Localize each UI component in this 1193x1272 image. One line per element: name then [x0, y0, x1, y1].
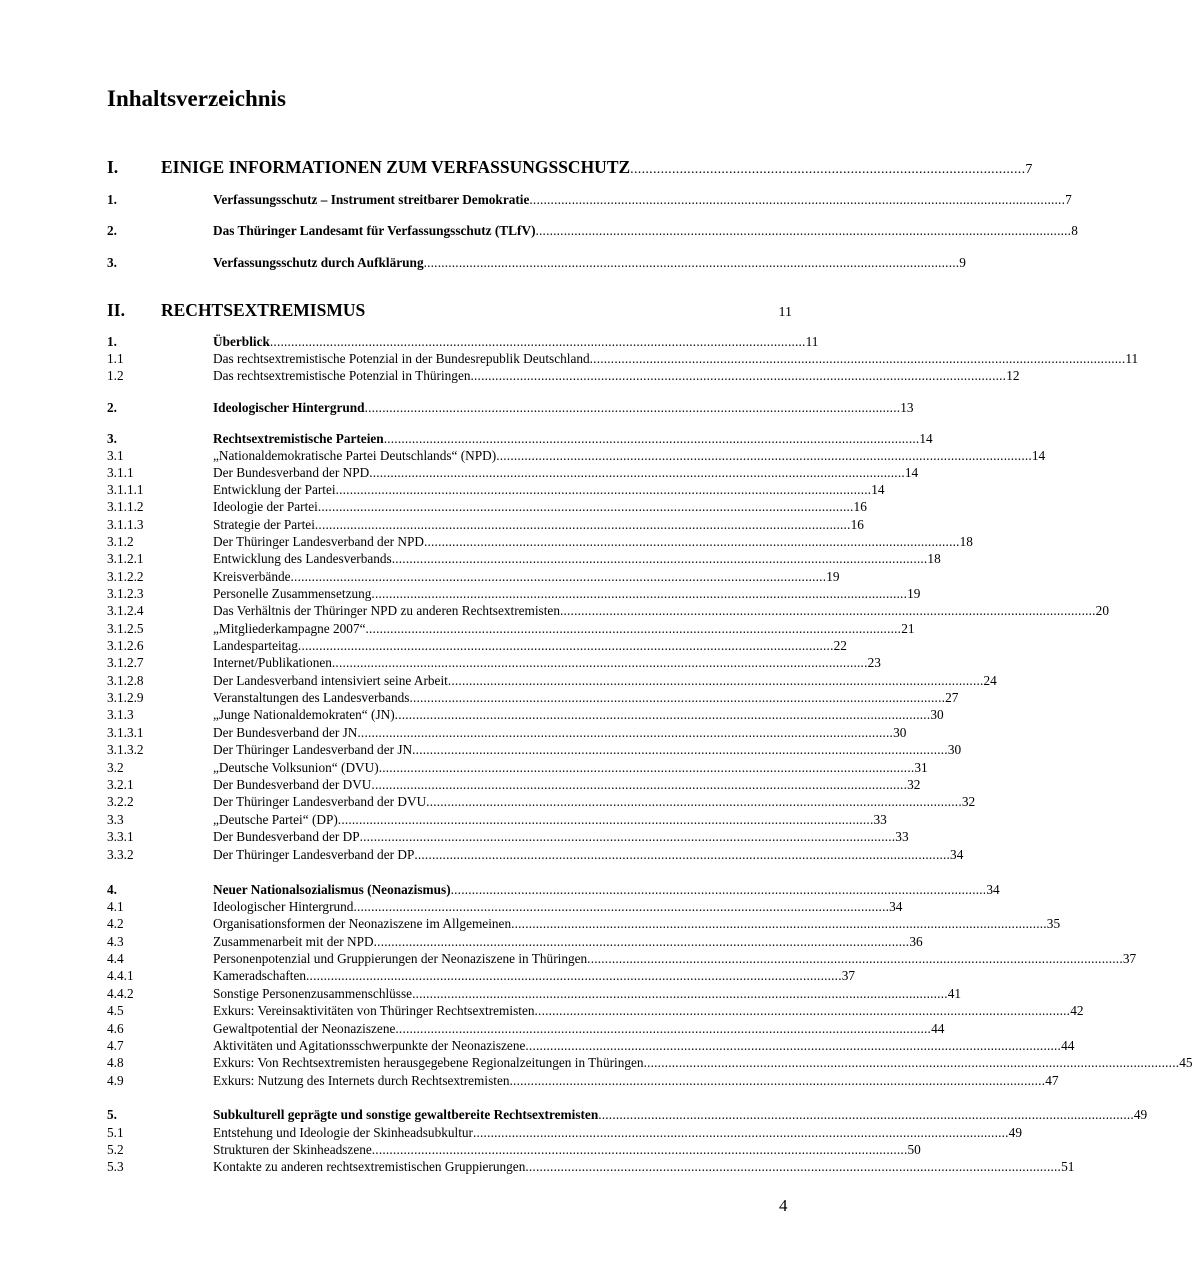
- toc-number: 4.7: [107, 1038, 124, 1053]
- toc-page: 34: [986, 882, 1000, 897]
- toc-entry[interactable]: [107, 350, 1139, 367]
- toc-title: Strategie der Partei: [213, 517, 315, 532]
- toc-title: Das rechtsextremistische Potenzial in der Bundesrepublik Deutschland: [213, 351, 590, 366]
- toc-leader: ........................................................................................................................................................: [450, 882, 987, 897]
- toc-title: Überblick: [213, 334, 270, 349]
- toc-title: „Deutsche Volksunion“ (DVU): [213, 760, 379, 775]
- toc-page: 27: [945, 690, 959, 705]
- toc-leader: ........................................................................................................................................................: [447, 673, 984, 688]
- toc-title: Exkurs: Nutzung des Internets durch Rechtsextremisten: [213, 1073, 510, 1088]
- toc-page: 21: [901, 621, 915, 636]
- toc-page: 19: [826, 569, 840, 584]
- toc-leader: ........................................................................................................................................................: [359, 829, 896, 844]
- toc-entry[interactable]: [107, 1002, 1084, 1019]
- toc-title: Personelle Zusammensetzung: [213, 586, 372, 601]
- toc-entry[interactable]: [107, 985, 962, 1002]
- toc-leader: ........................................................................................................................................................: [509, 1073, 1046, 1088]
- toc-entry[interactable]: [107, 222, 1078, 239]
- toc-entry[interactable]: [107, 950, 1137, 967]
- toc-page: 30: [930, 707, 944, 722]
- toc-number: 4.9: [107, 1073, 124, 1088]
- toc-title: Ideologischer Hintergrund: [213, 899, 354, 914]
- toc-entry[interactable]: [107, 1106, 1148, 1123]
- toc-number: I.: [107, 157, 119, 177]
- toc-page: 30: [947, 742, 962, 757]
- toc-leader: ........................................................................................................................................................: [643, 1055, 1180, 1070]
- toc-page: 7: [1025, 162, 1033, 177]
- toc-title: Aktivitäten und Agitationsschwerpunkte der Neonaziszene: [213, 1038, 526, 1053]
- toc-title: Exkurs: Vereinsaktivitäten von Thüringer Rechtsextremisten: [213, 1003, 535, 1018]
- toc-number: 5.3: [107, 1159, 124, 1174]
- toc-number: 3.: [107, 431, 117, 446]
- toc-title: Kontakte zu anderen rechtsextremistischen Gruppierungen: [213, 1159, 526, 1174]
- toc-leader: ........................................................................................................................................................: [394, 707, 931, 722]
- toc-title: Das rechtsextremistische Potenzial in Thüringen: [213, 368, 471, 383]
- toc-number: 4.: [107, 882, 117, 897]
- toc-number: 3.1.1.2: [107, 499, 144, 514]
- toc-page: 42: [1070, 1003, 1084, 1018]
- toc-leader: ........................................................................................................................................................: [306, 968, 842, 983]
- toc-title: RECHTSEXTREMISMUS: [161, 300, 366, 320]
- toc-number: 3.1.1: [107, 465, 134, 480]
- toc-page: 19: [907, 586, 921, 601]
- toc-number: 3.1.3.1: [107, 725, 144, 740]
- toc-page: 41: [947, 986, 962, 1001]
- toc-page: 14: [919, 431, 933, 446]
- toc-leader: ........................................................................................................................................................: [314, 517, 851, 532]
- toc-title: Der Bundesverband der DP: [213, 829, 360, 844]
- toc-page: 37: [841, 968, 856, 983]
- toc-title: Der Thüringer Landesverband der NPD: [213, 534, 424, 549]
- toc-leader: ........................................................................................................................................................: [535, 223, 1072, 238]
- toc-number: 4.5: [107, 1003, 124, 1018]
- toc-entry[interactable]: [107, 811, 887, 828]
- toc-leader: ........................................................................................................................................................: [587, 951, 1123, 966]
- toc-page: 34: [950, 847, 964, 862]
- toc-number: 3.1: [107, 448, 124, 463]
- toc-leader: ........................................................................................................................................................: [529, 192, 1066, 207]
- toc-entry[interactable]: [107, 759, 928, 776]
- toc-leader: ........................................................................................................................................................: [335, 482, 872, 497]
- toc-entry[interactable]: [107, 602, 1109, 619]
- toc-title: Entwicklung des Landesverbands: [213, 551, 392, 566]
- toc-title: Internet/Publikationen: [213, 655, 332, 670]
- toc-number: 3.1.1.3: [107, 517, 144, 532]
- toc-leader: ........................................................................................................................................................: [525, 1038, 1062, 1053]
- page-number: 4: [779, 1196, 788, 1215]
- toc-leader: ........................................................................................................................................................: [496, 448, 1032, 463]
- toc-title: Neuer Nationalsozialismus (Neonazismus): [213, 882, 451, 897]
- toc-entry[interactable]: [107, 399, 914, 416]
- toc-title: Der Bundesverband der NPD: [213, 465, 370, 480]
- toc-entry[interactable]: [107, 620, 915, 637]
- toc-page: 31: [914, 760, 928, 775]
- toc-page: 22: [833, 638, 847, 653]
- toc-page: 34: [889, 899, 903, 914]
- toc-entry[interactable]: [107, 637, 847, 654]
- toc-leader: ........................................................................................................................................................: [383, 431, 920, 446]
- toc-title: Kameradschaften: [213, 968, 307, 983]
- toc-leader: ........................................................................................................................................................: [364, 400, 901, 415]
- toc-entry[interactable]: [107, 881, 1000, 898]
- toc-leader: ........................................................................................................................................................: [414, 847, 951, 862]
- toc-title: Organisationsformen der Neonaziszene im Allgemeinen: [213, 916, 512, 931]
- toc-entry[interactable]: [107, 516, 864, 533]
- toc-page: 47: [1045, 1073, 1059, 1088]
- toc-page: 36: [909, 934, 923, 949]
- toc-entry[interactable]: [107, 1141, 921, 1158]
- toc-page: 32: [961, 794, 976, 809]
- toc-leader: ........................................................................................................................................................: [589, 351, 1126, 366]
- toc-leader: ........................................................................................................................................................: [534, 1003, 1071, 1018]
- toc-number: 4.8: [107, 1055, 124, 1070]
- toc-page: 11: [805, 334, 819, 349]
- toc-number: II.: [107, 300, 125, 320]
- toc-leader: ........................................................................................................................................................: [371, 1142, 908, 1157]
- toc-page: 18: [959, 534, 973, 549]
- toc-chapter[interactable]: [107, 156, 1033, 178]
- toc-entry[interactable]: [107, 793, 976, 810]
- toc-leader: ........................................................................................................................................................: [365, 621, 902, 636]
- toc-title: Ideologie der Partei: [213, 499, 318, 514]
- toc-entry[interactable]: [107, 430, 933, 447]
- toc-page: 37: [1122, 951, 1137, 966]
- toc-page: 16: [850, 517, 864, 532]
- toc-title: Der Landesverband intensiviert seine Arbeit: [213, 673, 448, 688]
- toc-leader: ........................................................................................................................................................: [369, 465, 905, 480]
- toc-title: Entstehung und Ideologie der Skinheadsubkultur: [213, 1125, 473, 1140]
- toc-number: 3.1.2.4: [107, 603, 144, 618]
- toc-page: 12: [1006, 368, 1020, 383]
- toc-title: Strukturen der Skinheadszene: [213, 1142, 372, 1157]
- toc-entry[interactable]: [107, 1158, 1075, 1175]
- toc-title: „Nationaldemokratische Partei Deutschlands“ (NPD): [213, 448, 497, 463]
- toc-title: Das Verhältnis der Thüringer NPD zu anderen Rechtsextremisten: [213, 603, 560, 618]
- page-title: Inhaltsverzeichnis: [107, 86, 286, 111]
- toc-page: 14: [904, 465, 919, 480]
- toc-title: Kreisverbände: [213, 569, 291, 584]
- toc-entry[interactable]: [107, 724, 907, 741]
- toc-leader: ........................................................................................................................................................: [357, 725, 894, 740]
- toc-number: 3.1.2.8: [107, 673, 144, 688]
- toc-leader: ........................................................................................................................................................: [423, 534, 960, 549]
- toc-page: 32: [907, 777, 921, 792]
- toc-title: Der Bundesverband der DVU: [213, 777, 372, 792]
- toc-page: 30: [893, 725, 907, 740]
- toc-entry[interactable]: [107, 1124, 1022, 1141]
- toc-leader: ........................................................................................................................................................: [373, 934, 910, 949]
- toc-leader: ........................................................................................................................................................: [395, 1021, 932, 1036]
- toc-number: 3.1.3: [107, 707, 134, 722]
- toc-number: 1.2: [107, 368, 124, 383]
- toc-number: 1.1: [107, 351, 124, 366]
- toc-number: 1.: [107, 192, 117, 207]
- toc-page: 49: [1133, 1107, 1148, 1122]
- toc-title: Veranstaltungen des Landesverbands: [213, 690, 410, 705]
- toc-entry[interactable]: [107, 464, 919, 481]
- toc-number: 4.4: [107, 951, 124, 966]
- toc-entry[interactable]: [107, 367, 1020, 384]
- toc-leader: ........................................................................................................................................................: [559, 603, 1096, 618]
- toc-title: „Junge Nationaldemokraten“ (JN): [213, 707, 395, 722]
- toc-page: 13: [900, 400, 914, 415]
- toc-entry[interactable]: [107, 672, 997, 689]
- toc-entry[interactable]: [107, 447, 1046, 464]
- toc-number: 3.2: [107, 760, 124, 775]
- toc-entry[interactable]: [107, 776, 921, 793]
- toc-page: 20: [1095, 603, 1109, 618]
- toc-page: 50: [907, 1142, 921, 1157]
- toc-leader: ........................................................................................................................................................: [269, 334, 806, 349]
- toc-number: 4.3: [107, 934, 124, 949]
- toc-number: 4.6: [107, 1021, 124, 1036]
- toc-entry[interactable]: [107, 846, 964, 863]
- toc-leader: ........................................................................................................................................................: [472, 1125, 1009, 1140]
- toc-number: 3.3.1: [107, 829, 134, 844]
- toc-title: Ideologischer Hintergrund: [213, 400, 365, 415]
- toc-number: 3.2.1: [107, 777, 134, 792]
- toc-title: EINIGE INFORMATIONEN ZUM VERFASSUNGSSCHUTZ: [161, 157, 631, 177]
- toc-number: 4.2: [107, 916, 124, 931]
- toc-page: 11: [778, 305, 792, 320]
- toc-entry[interactable]: [107, 568, 840, 585]
- toc-title: Entwicklung der Partei: [213, 482, 336, 497]
- toc-number: 4.4.1: [107, 968, 134, 983]
- toc-page: 14: [1031, 448, 1046, 463]
- toc-leader: ........................................................................................................................................................: [353, 899, 890, 914]
- toc-number: 5.: [107, 1107, 117, 1122]
- toc-entry[interactable]: [107, 333, 819, 350]
- toc-number: 3.1.2.3: [107, 586, 144, 601]
- toc-entry[interactable]: [107, 1072, 1059, 1089]
- toc-title: Verfassungsschutz – Instrument streitbarer Demokratie: [213, 192, 530, 207]
- toc-title: Subkulturell geprägte und sonstige gewaltbereite Rechtsextremisten: [213, 1107, 599, 1122]
- toc-page: 18: [927, 551, 941, 566]
- toc-page: 33: [873, 812, 887, 827]
- toc-page: 11: [1125, 351, 1139, 366]
- toc-leader: ........................................................................................................................................................: [378, 760, 915, 775]
- toc-leader: ........................................................................................................................................................: [470, 368, 1007, 383]
- toc-title: „Deutsche Partei“ (DP): [213, 812, 338, 827]
- toc-page: 14: [871, 482, 885, 497]
- toc-leader: ........................................................................................................................................................: [511, 916, 1047, 931]
- toc-entry[interactable]: [107, 191, 1072, 208]
- toc-title: Der Thüringer Landesverband der DP: [213, 847, 415, 862]
- toc-number: 3.1.1.1: [107, 482, 144, 497]
- toc-leader: ........................................................................................................................................................: [371, 777, 908, 792]
- toc-title: Landesparteitag: [213, 638, 298, 653]
- toc-entry[interactable]: [107, 254, 966, 271]
- toc-page: 8: [1071, 223, 1078, 238]
- toc-leader: ........................................................................................................................................................: [409, 690, 946, 705]
- toc-number: 3.2.2: [107, 794, 134, 809]
- toc-entry[interactable]: [107, 481, 885, 498]
- toc-leader: ........................................................................................................................................................: [297, 638, 834, 653]
- toc-entry[interactable]: [107, 933, 923, 950]
- toc-page: 51: [1061, 1159, 1075, 1174]
- toc-leader: ........................................................................................................................................................: [290, 569, 827, 584]
- toc-entry[interactable]: [107, 1037, 1075, 1054]
- toc-title: Verfassungsschutz durch Aufklärung: [213, 255, 424, 270]
- toc-number: 3.1.2.9: [107, 690, 144, 705]
- toc-number: 3.1.2.2: [107, 569, 144, 584]
- toc-entry[interactable]: [107, 498, 867, 515]
- toc-number: 5.2: [107, 1142, 124, 1157]
- toc-page: 16: [853, 499, 867, 514]
- toc-title: Rechtsextremistische Parteien: [213, 431, 384, 446]
- toc-leader: ........................................................................................................................................................: [317, 499, 854, 514]
- toc-title: Sonstige Personenzusammenschlüsse: [213, 986, 413, 1001]
- toc-title: Personenpotenzial und Gruppierungen der Neonaziszene in Thüringen: [213, 951, 588, 966]
- toc-leader: ........................................................................................................: [630, 162, 1026, 177]
- toc-entry[interactable]: [107, 689, 959, 706]
- toc-page: 33: [895, 829, 909, 844]
- toc-number: 3.1.2.7: [107, 655, 144, 670]
- toc-title: Exkurs: Von Rechtsextremisten herausgegebene Regionalzeitungen in Thüringen: [213, 1055, 644, 1070]
- toc-page: 49: [1008, 1125, 1022, 1140]
- toc-title: „Mitgliederkampagne 2007“: [213, 621, 366, 636]
- toc-page: 9: [959, 255, 966, 270]
- toc-leader: ........................................................................................................................................................: [391, 551, 928, 566]
- toc-page: 35: [1046, 916, 1061, 931]
- toc-leader: ........................................................................................................................................................: [598, 1107, 1134, 1122]
- toc-leader: ........................................................................................................................................................: [525, 1159, 1062, 1174]
- toc-entry[interactable]: [107, 915, 1061, 932]
- toc-title: Der Bundesverband der JN: [213, 725, 358, 740]
- toc-entry[interactable]: [107, 585, 921, 602]
- toc-number: 1.: [107, 334, 117, 349]
- toc-entry[interactable]: [107, 967, 856, 984]
- toc-number: 3.1.2.5: [107, 621, 144, 636]
- toc-page: 24: [983, 673, 997, 688]
- toc-number: 5.1: [107, 1125, 124, 1140]
- toc-number: 3.: [107, 255, 117, 270]
- toc-leader: ........................................................................................................................................................: [337, 812, 874, 827]
- toc-leader: ........................................................................................................................................................: [423, 255, 960, 270]
- toc-number: 3.1.2.1: [107, 551, 144, 566]
- toc-leader: ........................................................................................................................................................: [371, 586, 908, 601]
- toc-number: 2.: [107, 223, 117, 238]
- toc-chapter[interactable]: [107, 299, 792, 321]
- toc-title: Das Thüringer Landesamt für Verfassungsschutz (TLfV): [213, 223, 536, 238]
- toc-page: 44: [931, 1021, 945, 1036]
- toc-page: 45: [1179, 1055, 1193, 1070]
- toc-leader: ........................................................................................................................................................: [426, 794, 962, 809]
- toc-leader: ........................................................................................................................................................: [331, 655, 868, 670]
- toc-page: 23: [867, 655, 881, 670]
- toc-number: 3.1.2: [107, 534, 134, 549]
- toc-title: Der Thüringer Landesverband der JN: [213, 742, 413, 757]
- toc-entry[interactable]: [107, 533, 973, 550]
- toc-entry[interactable]: [107, 1020, 945, 1037]
- toc-leader: ........................................................................................................................................................: [412, 742, 948, 757]
- toc-number: 4.4.2: [107, 986, 134, 1001]
- toc-number: 3.1.3.2: [107, 742, 144, 757]
- toc-page: 44: [1061, 1038, 1075, 1053]
- toc-title: Der Thüringer Landesverband der DVU: [213, 794, 427, 809]
- toc-number: 2.: [107, 400, 117, 415]
- toc-entry[interactable]: [107, 1054, 1193, 1071]
- toc-entry[interactable]: [107, 550, 941, 567]
- toc-title: Zusammenarbeit mit der NPD: [213, 934, 374, 949]
- toc-number: 3.3.2: [107, 847, 134, 862]
- toc-number: 3.1.2.6: [107, 638, 144, 653]
- toc-entry[interactable]: [107, 898, 903, 915]
- toc-entry[interactable]: [107, 828, 909, 845]
- toc-number: 3.3: [107, 812, 124, 827]
- toc-title: Gewaltpotential der Neonaziszene: [213, 1021, 396, 1036]
- toc-leader: ........................................................................................................................................................: [412, 986, 948, 1001]
- toc-page: 7: [1065, 192, 1072, 207]
- toc-entry[interactable]: [107, 654, 881, 671]
- toc-entry[interactable]: [107, 741, 962, 758]
- toc-entry[interactable]: [107, 706, 944, 723]
- toc-number: 4.1: [107, 899, 124, 914]
